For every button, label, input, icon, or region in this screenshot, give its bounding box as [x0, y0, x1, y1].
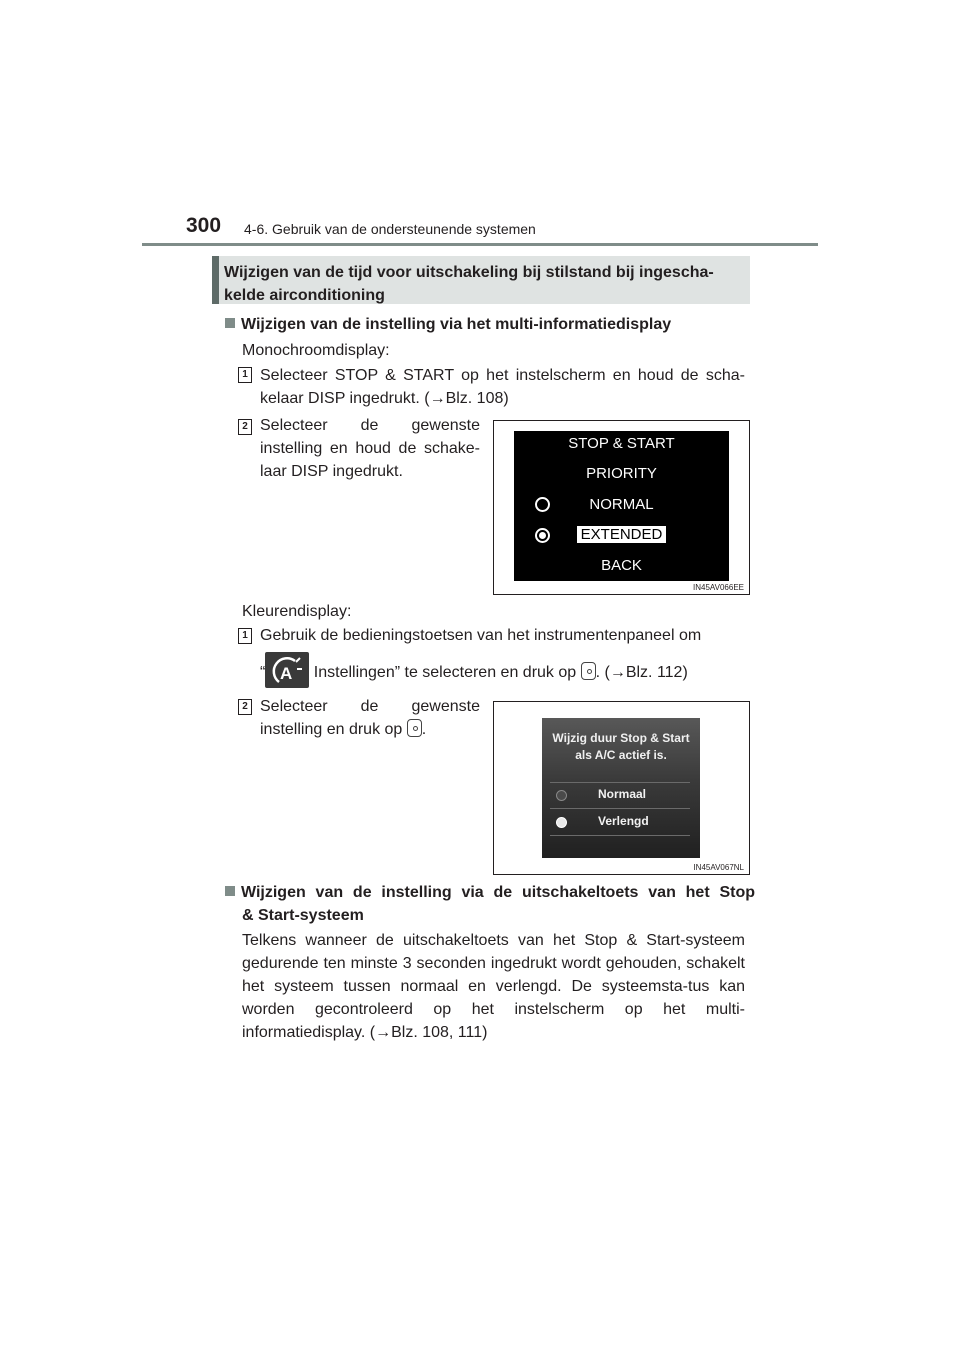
settings-app-icon	[265, 652, 309, 688]
figure-code: IN45AV066EE	[693, 583, 744, 592]
step-number: 1	[238, 367, 252, 383]
subheading-line1	[225, 881, 755, 904]
color-title-line1: Wijzig duur Stop & Start	[552, 731, 690, 745]
divider	[550, 782, 690, 783]
section-heading-box	[212, 256, 750, 304]
mono-item-extended-row	[514, 526, 729, 543]
subheading-multi-info	[225, 313, 671, 336]
step-text-a: Selecteer de gewenste instelling en druk op	[260, 698, 480, 738]
subheading-text: Wijzigen van de instelling via het multi-informatiedisplay	[241, 316, 672, 333]
step-text	[260, 695, 480, 741]
color-title-line2: als A/C actief is.	[575, 748, 667, 762]
mono-display-figure	[493, 420, 750, 595]
mono-item-priority: PRIORITY	[586, 465, 657, 482]
chapter-title: 4-6. Gebruik van de ondersteunende systemen	[244, 221, 536, 237]
step-text-line1: Gebruik de bedieningstoetsen van het instrumentenpaneel om	[260, 627, 702, 644]
step-text-end: . (→Blz. 112)	[595, 664, 688, 681]
ok-button-icon	[581, 662, 596, 680]
divider	[550, 808, 690, 809]
square-bullet-icon	[225, 886, 235, 896]
section-heading-bar	[212, 256, 219, 304]
step-text: Selecteer STOP & START op het instelscherm en houd de scha-kelaar DISP ingedrukt. (→Blz. 108)	[260, 367, 745, 407]
step-number: 2	[238, 419, 252, 435]
option-normaal: Normaal	[598, 787, 647, 801]
color-label: Kleurendisplay:	[242, 603, 352, 620]
mono-label: Monochroomdisplay:	[242, 342, 390, 359]
square-bullet-icon	[225, 318, 235, 328]
mono-screen	[514, 431, 729, 581]
quote-open: “	[260, 664, 266, 681]
subheading-line2: & Start-systeem	[242, 907, 364, 924]
divider	[550, 835, 690, 836]
color-display-figure	[493, 701, 750, 875]
body-paragraph: Telkens wanneer de uitschakeltoets van het Stop & Start-systeem gedurende ten minste 3 seconden ingedrukt wordt gehouden, schakelt het systeem tussen normaal en verlengd. De systeemsta-tus kan worden gecontroleerd op het instelscherm op het multi-informatiedisplay. (→Blz. 108, 111)	[242, 932, 745, 1041]
option-verlengd: Verlengd	[598, 814, 649, 828]
step-text-line2	[260, 652, 750, 688]
step-number: 2	[238, 699, 252, 715]
step-text: Selecteer de gewenste instelling en houd de schake-laar DISP ingedrukt.	[260, 417, 480, 480]
radio-selected-icon	[556, 817, 567, 828]
figure-code: IN45AV067NL	[693, 863, 744, 872]
mono-screen-title: STOP & START	[568, 435, 675, 452]
section-title: Wijzigen van de tijd voor uitschakeling bij stilstand bij ingescha-kelde airconditioning	[224, 264, 714, 304]
subheading-stop-start-switch	[225, 881, 755, 927]
color-screen	[542, 718, 700, 858]
svg-text:A: A	[280, 664, 293, 683]
subheading-text: Wijzigen van de instelling via de uitschakeltoets van het Stop	[241, 884, 755, 901]
mono-item-back: BACK	[601, 557, 642, 574]
step-text-b: .	[421, 721, 427, 738]
step-number: 1	[238, 628, 252, 644]
page-number: 300	[186, 214, 222, 237]
step-text-mid: Instellingen” te selecteren en druk op	[309, 664, 581, 681]
radio-icon	[556, 790, 567, 801]
ok-button-icon	[407, 719, 422, 737]
header-rule	[142, 243, 818, 246]
color-screen-title	[542, 730, 700, 764]
mono-item-extended: EXTENDED	[577, 526, 667, 543]
mono-item-normal: NORMAL	[589, 496, 654, 513]
